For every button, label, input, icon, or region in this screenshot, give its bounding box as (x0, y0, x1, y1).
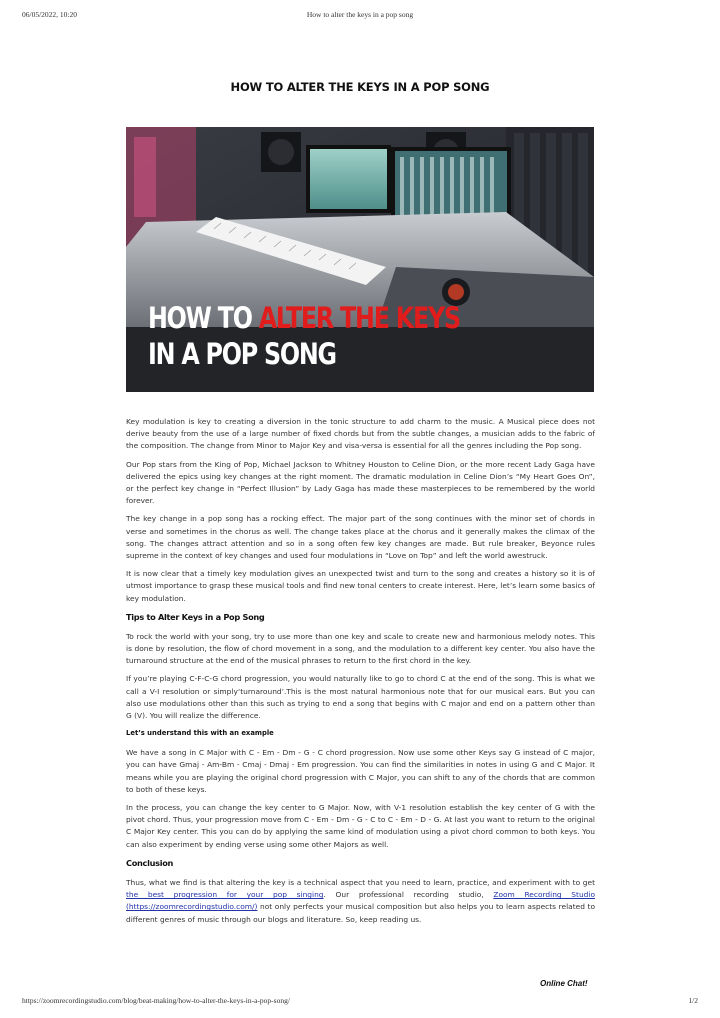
example-paragraph-2: In the process, you can change the key center to G Major. Now, with V-1 resolution establish the key center of G with the pivot chord. Thus, your progression move from C - Em - Dm - G - C to C - Em - D - G. At last you want to return to the original C Major Key center. This you can do by applying the same kind of modulation using a pivot chord common to both keys. You can also experiment by ending verse using some other Majors as well. (126, 803, 595, 849)
print-footer (22, 996, 698, 1008)
print-page-title: How to alter the keys in a pop song (306, 10, 414, 19)
zoom-recording-studio-link[interactable]: Zoom Recording Studio (https://zoomrecordingstudio.com/) (126, 890, 595, 912)
conclusion-text-3: not only perfects your musical composition but also helps you to learn aspects related to different genres of music through our blogs and literature. So, keep reading us. (126, 902, 595, 924)
hero-image (126, 127, 594, 392)
heading-tips: Tips to Alter Keys in a Pop Song (126, 611, 265, 622)
conclusion-text-2: . Our professional recording studio, (323, 890, 494, 900)
heading-conclusion: Conclusion (126, 857, 174, 868)
intro-paragraph-4: It is now clear that a timely key modulation gives an unexpected twist and turn to the song and creates a history so it is of utmost importance to grasp these musical tools and find new tonal centers to create interest. Here, let’s learn some basics of key modulation. (126, 569, 595, 603)
tips-paragraph-1: To rock the world with your song, try to use more than one key and scale to create new and harmonious melody notes. This is done by resolution, the flow of chord movement in a song, and the modulation to a different key center. You also have the turnaround structure at the end of the musical phrases to return to the first chord in the key. (126, 631, 595, 666)
online-chat-button[interactable]: Online Chat! (540, 979, 588, 988)
print-page-number: 1/2 (688, 996, 698, 1005)
intro-paragraph-3: The key change in a pop song has a rocking effect. The major part of the song continues with the minor set of chords in verse and sometimes in the chorus as well. The change takes place at the chorus and it generally makes the climax of the song. The changes attract attention and so in a song often few key changes are made. But rule breaker, Beyonce rules supreme in the context of key changes and used four modulations in “Love on Top” and left the world awestruck. (126, 514, 595, 561)
hero-headline-red: ALTER THE KEYS (258, 301, 460, 335)
best-progression-link[interactable]: the best progression for your pop singing (126, 890, 324, 900)
article-body (126, 416, 595, 932)
page-title: HOW TO ALTER THE KEYS IN A POP SONG (230, 80, 490, 94)
intro-paragraph-2: Our Pop stars from the King of Pop, Michael Jackson to Whitney Houston to Celine Dion, or the more recent Lady Gaga have delivered the epics using key changes at the right moment. The dramatic modulation in Celine Dion’s “My Heart Goes On”, or the perfect key change in “Perfect Illusion” by Lady Gaga has made these masterpieces to be remembered by the world forever. (126, 459, 595, 506)
print-url: https://zoomrecordingstudio.com/blog/beat-making/how-to-alter-the-keys-in-a-pop-song/ (22, 996, 290, 1005)
intro-paragraph-1: Key modulation is key to creating a diversion in the tonic structure to add charm to the music. A Musical piece does not derive beauty from the use of a large number of fixed chords but from the subtle changes, a musician adds to the fabric of the composition. The change from Minor to Major Key and visa-versa is essential for all the genres including the Pop song. (126, 417, 595, 451)
print-datetime: 06/05/2022, 10:20 (22, 10, 78, 19)
hero-headline-line1 (148, 303, 460, 333)
heading-example: Let’s understand this with an example (126, 729, 274, 738)
conclusion-paragraph (126, 877, 595, 926)
tips-paragraph-2: If you’re playing C-F-C-G chord progression, you would naturally like to go to chord C at the end of the song. This is what we call a V-I resolution or simply‘turnaround’.This is the most natural harmonious note that for our musical ears. But you can also use modulations other than this such as trying to end a song that begins with C major and end on a pattern other than G (V). You will realize the difference. (126, 674, 595, 721)
hero-headline-white: HOW TO (148, 301, 259, 335)
print-header (22, 10, 698, 22)
example-paragraph-1: We have a song in C Major with C - Em - Dm - G - C chord progression. Now use some other Keys say G instead of C major, you can have Gmaj - Am-Bm - Cmaj - Dmaj - Em progression. You can find the similarities in notes in using G and C Major. It means while you are playing the original chord progression with C Major, you can shift to any of the chords that are common to both of these keys. (126, 748, 595, 794)
hero-headline-line2 (148, 339, 336, 369)
conclusion-text-1: Thus, what we find is that altering the key is a technical aspect that you need to learn, practice, and experiment with to get (126, 877, 595, 887)
hero-headline-line2-text: IN A POP SONG (148, 337, 336, 371)
